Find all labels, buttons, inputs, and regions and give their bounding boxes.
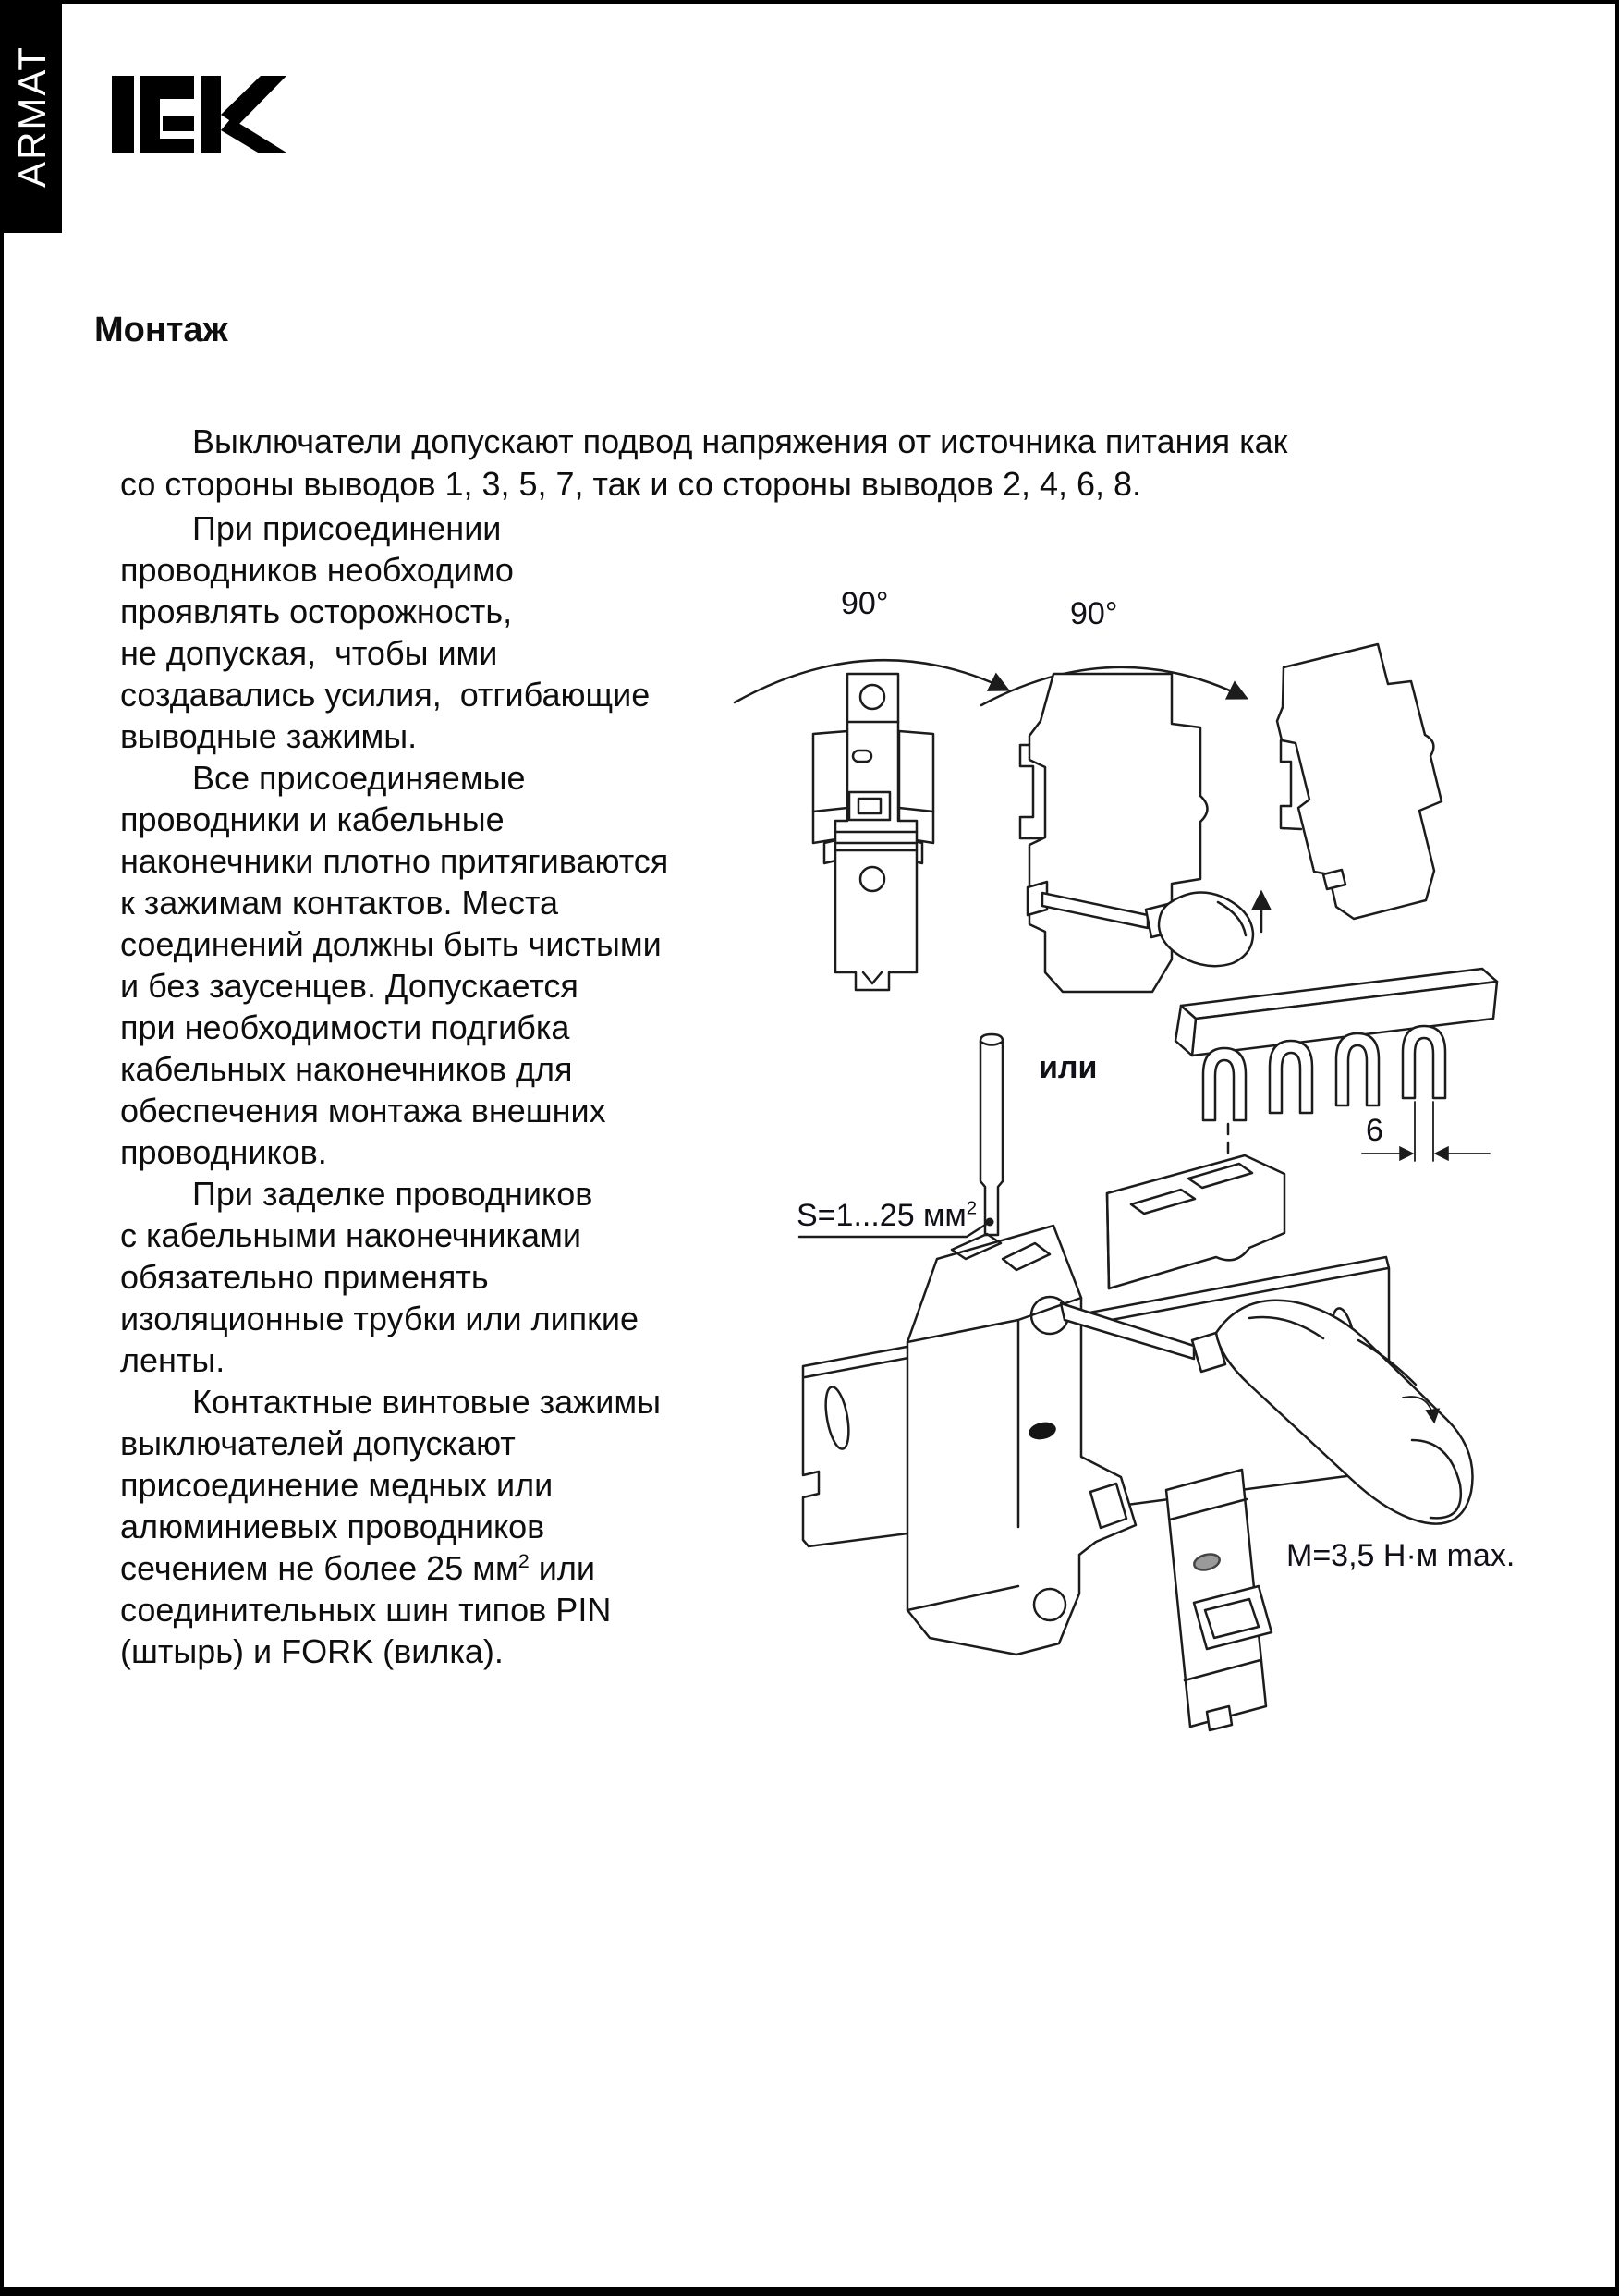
or-label: или: [1039, 1050, 1098, 1085]
text-line: проводников.: [120, 1133, 327, 1171]
text-line: сечением не более 25 $мм^2$ или: [120, 1549, 595, 1587]
text-line: ленты.: [120, 1341, 225, 1379]
angle-label-left: 90°: [841, 586, 889, 621]
text-line: проявлять осторожность,: [120, 592, 513, 630]
text-line: присоединение медных или: [120, 1466, 554, 1504]
superscript: 2: [517, 1549, 530, 1572]
page-title: Монтаж: [94, 311, 228, 349]
text-line: к зажимам контактов. Места: [120, 884, 559, 922]
torque-label: M=3,5 Н·м max.: [1286, 1538, 1516, 1573]
text-line: при необходимости подгибка: [120, 1008, 570, 1046]
text-line: обеспечения монтажа внешних: [120, 1092, 606, 1130]
text-line: выключателей допускают: [120, 1424, 516, 1462]
text-line: обязательно применять: [120, 1258, 489, 1296]
brand-vertical-text: ARMAT: [10, 45, 54, 188]
text-line: Контактные винтовые зажимы: [192, 1383, 661, 1421]
superscript: 2: [966, 1198, 978, 1219]
text-line: изоляционные трубки или липкие: [120, 1300, 639, 1337]
text-line: с кабельными наконечниками: [120, 1216, 581, 1254]
text-line: При заделке проводников: [192, 1175, 593, 1213]
text-line: При присоединении: [192, 509, 502, 547]
text-line: не допуская, чтобы ими: [120, 634, 498, 672]
text-line: со стороны выводов 1, 3, 5, 7, так и со стороны выводов 2, 4, 6, 8.: [120, 465, 1142, 503]
angle-label-right: 90°: [1070, 596, 1118, 631]
text-line: наконечники плотно притягиваются: [120, 842, 669, 880]
text-line: и без заусенцев. Допускается: [120, 967, 578, 1005]
text-line: проводников необходимо: [120, 551, 514, 589]
text-line: алюминиевых проводников: [120, 1508, 545, 1545]
text-line: выводные зажимы.: [120, 717, 418, 755]
text-line: кабельных наконечников для: [120, 1050, 573, 1088]
text-line: соединительных шин типов PIN: [120, 1591, 612, 1629]
text-line: Все присоединяемые: [192, 759, 526, 797]
fork-gap-dimension: 6: [1366, 1113, 1383, 1148]
text-line: проводники и кабельные: [120, 800, 505, 838]
text-line: Выключатели допускают подвод напряжения от источника питания как: [192, 422, 1288, 460]
text-line: (штырь) и FORK (вилка).: [120, 1632, 504, 1670]
text-line: соединений должны быть чистыми: [120, 925, 662, 963]
wire-section-label: S=1...25 $мм^2$: [797, 1198, 978, 1233]
text-line: создавались усилия, отгибающие: [120, 676, 651, 714]
